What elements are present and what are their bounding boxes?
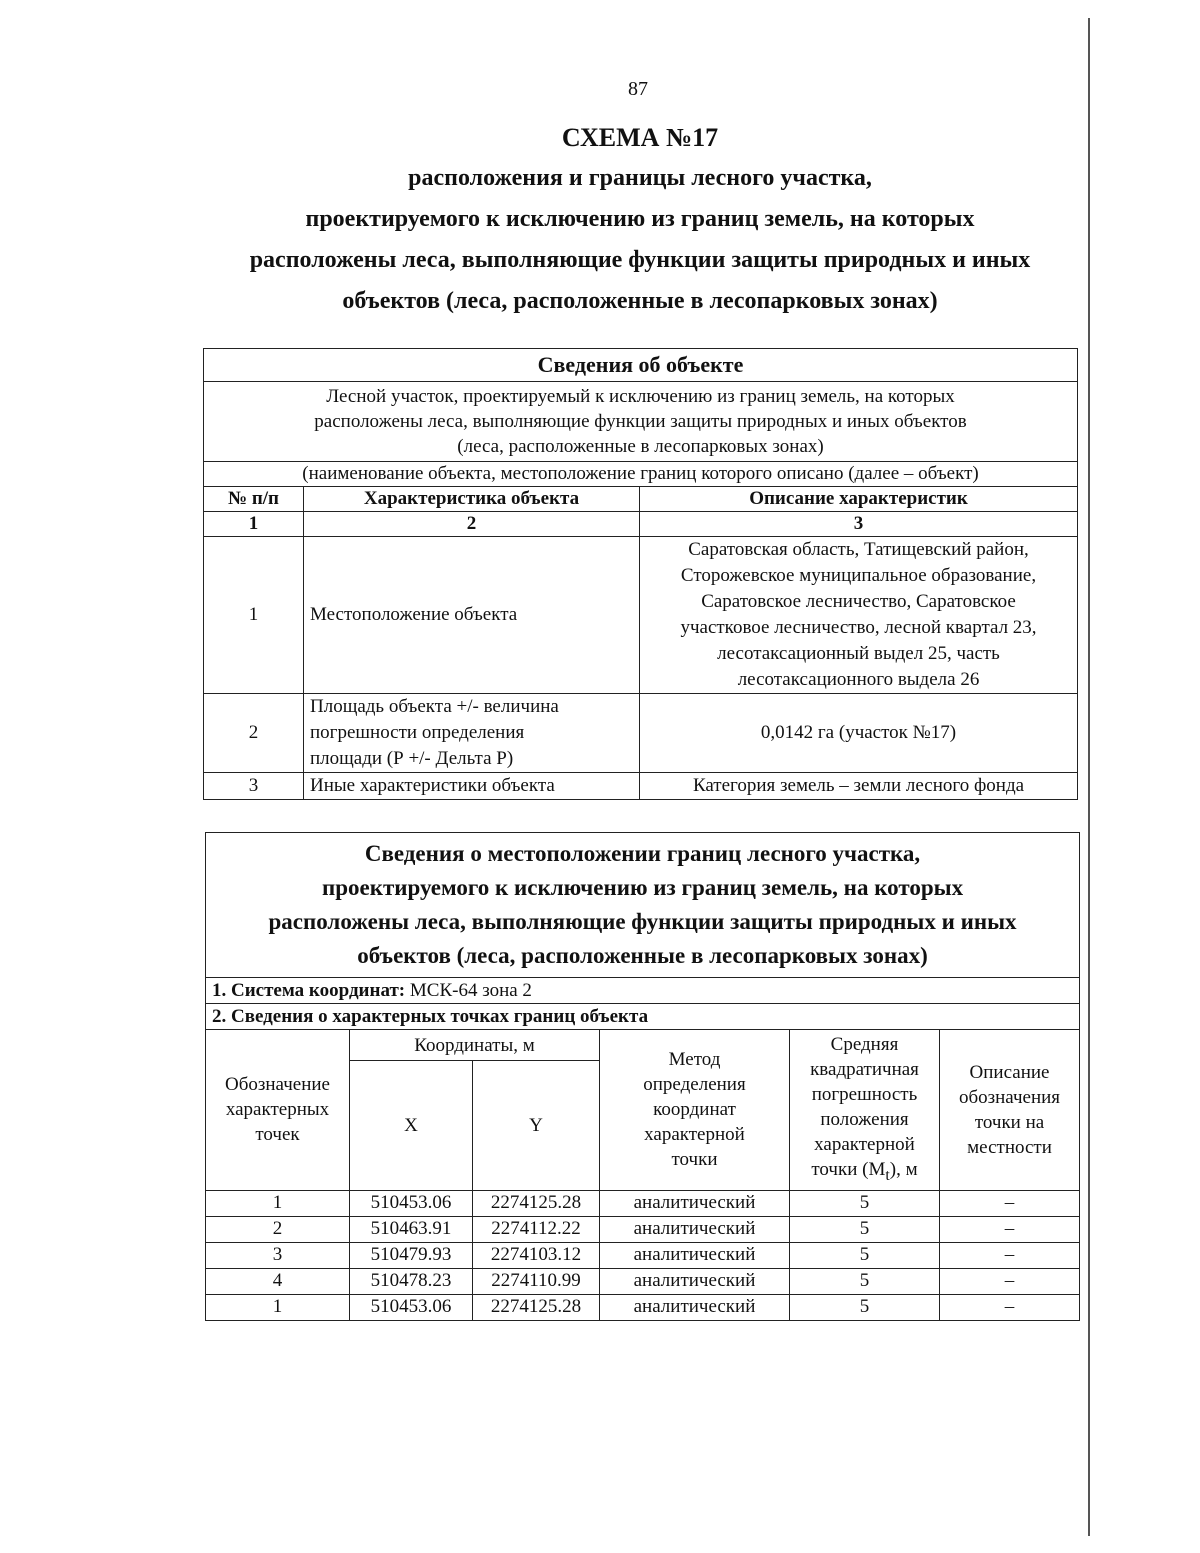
characteristic-line: площади (Р +/- Дельта Р) — [310, 748, 514, 769]
object-description — [204, 382, 1078, 462]
object-note: (наименование объекта, местоположение границ которого описано (далее – объект) — [204, 462, 1078, 487]
column-header-description: Описание характеристик — [640, 487, 1078, 512]
coordinate-system-row — [206, 978, 1080, 1004]
header-line: обозначения — [958, 1086, 1061, 1108]
column-header-coordinates: Координаты, м — [350, 1030, 600, 1061]
point-error: 5 — [790, 1294, 940, 1320]
point-y: 2274125.28 — [473, 1294, 600, 1320]
point-id: 4 — [206, 1268, 350, 1294]
point-x: 510453.06 — [350, 1294, 473, 1320]
header-line: характерной — [644, 1124, 745, 1146]
points-section-title: 2. Сведения о характерных точках границ объекта — [206, 1004, 1080, 1030]
point-description: – — [940, 1242, 1080, 1268]
row-characteristic: Иные характеристики объекта — [304, 773, 640, 800]
characteristic-line: Площадь объекта +/- величина — [310, 696, 559, 717]
value-line: Сторожевское муниципальное образование, — [680, 565, 1037, 586]
point-description: – — [940, 1294, 1080, 1320]
point-error: 5 — [790, 1242, 940, 1268]
value-line: Саратовское лесничество, Саратовское — [701, 591, 1016, 612]
header-line: Описание — [969, 1061, 1050, 1083]
object-info-header: Сведения об объекте — [204, 349, 1078, 382]
object-info-table — [203, 348, 1078, 800]
point-x: 510478.23 — [350, 1268, 473, 1294]
header-line: Метод — [668, 1049, 721, 1071]
column-number: 1 — [204, 512, 304, 537]
point-id: 2 — [206, 1216, 350, 1242]
row-number: 2 — [204, 694, 304, 773]
header-line: местности — [967, 1136, 1052, 1158]
header-line: характерных — [225, 1099, 330, 1121]
point-y: 2274110.99 — [473, 1268, 600, 1294]
header-text: ), м — [889, 1159, 918, 1180]
column-number: 3 — [640, 512, 1078, 537]
title-line-2: проектируемого к исключению из границ земель, на которых — [305, 206, 975, 232]
column-header-x: X — [350, 1061, 473, 1191]
value-line: участковое лесничество, лесной квартал 23, — [680, 617, 1037, 638]
header-line: координат — [653, 1099, 736, 1121]
row-value: 0,0142 га (участок №17) — [640, 694, 1078, 773]
point-description: – — [940, 1268, 1080, 1294]
boundaries-header-line: Сведения о местоположении границ лесного участка, — [364, 841, 921, 866]
scan-edge-line — [1088, 18, 1090, 1536]
object-description-line: Лесной участок, проектируемый к исключению из границ земель, на которых — [326, 386, 955, 407]
coordinate-system-value: МСК-64 зона 2 — [409, 979, 532, 1001]
table-row — [206, 1294, 1080, 1320]
row-characteristic: Местоположение объекта — [304, 537, 640, 694]
row-number: 1 — [204, 537, 304, 694]
row-number: 3 — [204, 773, 304, 800]
object-description-line: (леса, расположенные в лесопарковых зонах) — [457, 436, 824, 457]
boundaries-table — [205, 832, 1080, 1321]
point-y: 2274103.12 — [473, 1242, 600, 1268]
column-header-characteristic: Характеристика объекта — [304, 487, 640, 512]
column-header-point-description — [940, 1030, 1080, 1191]
header-line: положения — [820, 1109, 909, 1130]
point-method: аналитический — [600, 1216, 790, 1242]
point-method: аналитический — [600, 1268, 790, 1294]
coordinate-system-label: 1. Система координат: — [212, 979, 406, 1001]
point-error: 5 — [790, 1190, 940, 1216]
column-header-point — [206, 1030, 350, 1191]
header-subscript: t — [885, 1166, 890, 1184]
column-header-number: № п/п — [204, 487, 304, 512]
boundaries-header-line: проектируемого к исключению из границ земель, на которых — [321, 875, 964, 900]
header-line: характерной — [814, 1134, 915, 1155]
table-row — [204, 694, 1078, 773]
document-title — [200, 120, 1080, 322]
point-method: аналитический — [600, 1294, 790, 1320]
point-description: – — [940, 1216, 1080, 1242]
table-row — [206, 1242, 1080, 1268]
point-y: 2274125.28 — [473, 1190, 600, 1216]
point-y: 2274112.22 — [473, 1216, 600, 1242]
point-error: 5 — [790, 1268, 940, 1294]
header-line: Обозначение — [225, 1074, 330, 1096]
point-method: аналитический — [600, 1242, 790, 1268]
header-line: определения — [643, 1074, 746, 1096]
characteristic-line: погрешности определения — [310, 722, 525, 743]
table-row — [204, 773, 1078, 800]
header-line: точки на — [974, 1111, 1045, 1133]
value-line: Саратовская область, Татищевский район, — [688, 539, 1029, 560]
table-row — [206, 1268, 1080, 1294]
title-line-1: расположения и границы лесного участка, — [408, 165, 872, 191]
point-id: 1 — [206, 1190, 350, 1216]
header-line: точек — [255, 1124, 300, 1146]
title-line-4: объектов (леса, расположенные в лесопарковых зонах) — [342, 288, 938, 314]
column-header-y: Y — [473, 1061, 600, 1191]
object-description-line: расположены леса, выполняющие функции защиты природных и иных объектов — [314, 411, 967, 432]
title-main: СХЕМА №17 — [561, 123, 719, 152]
boundaries-header — [206, 833, 1080, 978]
point-id: 3 — [206, 1242, 350, 1268]
row-value — [640, 537, 1078, 694]
header-line — [794, 1157, 935, 1188]
page-number: 87 — [628, 78, 648, 100]
table-row — [206, 1216, 1080, 1242]
column-number: 2 — [304, 512, 640, 537]
point-id: 1 — [206, 1294, 350, 1320]
value-line: лесотаксационный выдел 25, часть — [717, 643, 1000, 664]
row-value: Категория земель – земли лесного фонда — [640, 773, 1078, 800]
title-line-3: расположены леса, выполняющие функции защиты природных и иных — [249, 247, 1031, 273]
table-row — [206, 1190, 1080, 1216]
value-line: лесотаксационного выдела 26 — [737, 669, 980, 690]
boundaries-header-line: объектов (леса, расположенные в лесопарковых зонах) — [357, 943, 928, 968]
header-line: точки — [671, 1149, 718, 1171]
point-method: аналитический — [600, 1190, 790, 1216]
point-x: 510463.91 — [350, 1216, 473, 1242]
point-error: 5 — [790, 1216, 940, 1242]
header-line: квадратичная — [810, 1059, 919, 1080]
header-line: Средняя — [830, 1034, 899, 1055]
column-header-method — [600, 1030, 790, 1191]
header-text: точки (M — [811, 1159, 886, 1180]
point-x: 510479.93 — [350, 1242, 473, 1268]
point-x: 510453.06 — [350, 1190, 473, 1216]
column-header-error — [790, 1030, 940, 1191]
row-characteristic — [304, 694, 640, 773]
table-row — [204, 537, 1078, 694]
point-description: – — [940, 1190, 1080, 1216]
boundaries-header-line: расположены леса, выполняющие функции защиты природных и иных — [268, 909, 1017, 934]
header-line: погрешность — [811, 1084, 918, 1105]
